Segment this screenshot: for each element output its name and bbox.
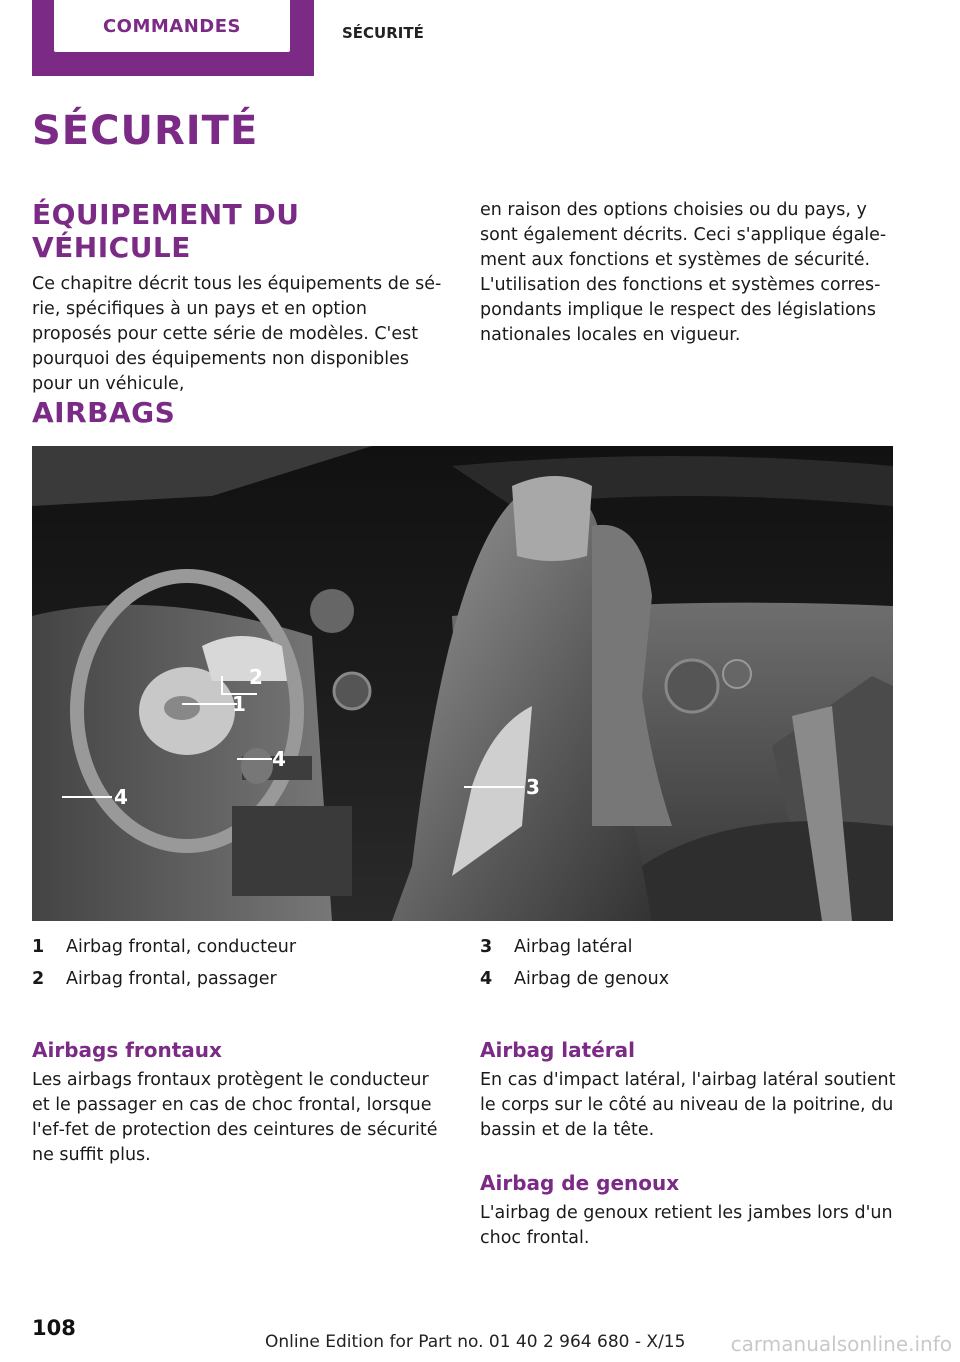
legend-number: 1 (32, 937, 45, 957)
side-airbag-text: En cas d'impact latéral, l'airbag latéral soutient le corps sur le côté au niveau de la poitrine, du bassin et de la tête. (480, 1070, 896, 1140)
legend-item-4 (480, 967, 669, 991)
callout-3: 3 (526, 775, 540, 799)
front-airbags-text: Les airbags frontaux protègent le conducteur et le passager en cas de choc frontal, lorsque l'ef‐fet de protection des ceintures de sécurité ne suffit plus. (32, 1070, 438, 1165)
legend-number: 4 (480, 969, 493, 989)
headrest (512, 476, 592, 561)
chapter-tab (32, 0, 314, 76)
legend-item-2 (32, 967, 277, 991)
page-title: SÉCURITÉ (32, 108, 259, 154)
passenger-airbag-cover (202, 636, 287, 681)
chapter-tab-inner (54, 0, 290, 52)
page-number: 108 (32, 1316, 76, 1340)
airbags-heading: AIRBAGS (32, 396, 176, 429)
legend-label: Airbag frontal, passager (66, 969, 277, 989)
callout-2: 2 (249, 665, 263, 689)
legend-item-1 (32, 935, 296, 959)
vehicle-equipment-left-column (32, 198, 450, 397)
callout-1: 1 (232, 692, 246, 716)
knee-airbag-section (480, 1171, 898, 1251)
airbags-heading-block (32, 396, 450, 429)
legend-label: Airbag de genoux (514, 969, 670, 989)
legend-number: 3 (480, 937, 493, 957)
car-interior-illustration (32, 446, 893, 921)
knee-airbag-text: L'airbag de genoux retient les jambes lors d'un choc frontal. (480, 1203, 893, 1248)
chapter-tab-label: COMMANDES (102, 15, 242, 37)
vehicle-equipment-heading: ÉQUIPEMENT DU VÉHICULE (32, 198, 300, 264)
front-airbags-section (32, 1038, 450, 1168)
watermark: carmanualsonline.info (730, 1332, 952, 1356)
legend-label: Airbag frontal, conducteur (66, 937, 297, 957)
legend-label: Airbag latéral (514, 937, 633, 957)
vehicle-equipment-right-column (480, 198, 898, 348)
callout-4-knee: 4 (114, 785, 128, 809)
airbags-figure (32, 446, 893, 921)
knee-airbag-heading: Airbag de genoux (480, 1171, 680, 1195)
legend-number: 2 (32, 969, 45, 989)
running-header-section: SÉCURITÉ (342, 24, 424, 42)
side-airbag-section (480, 1038, 898, 1143)
side-airbag-heading: Airbag latéral (480, 1038, 635, 1062)
vehicle-equipment-text-right: en raison des options choisies ou du pays, y sont également décrits. Ceci s'applique égale‐ment aux fonctions et systèmes de sécurité. L'utilisation des fonctions et systèmes corres‐pondants implique le respect des législations nationales locales en vigueur. (480, 200, 887, 345)
edition-footer: Online Edition for Part no. 01 40 2 964 680 - X/15 (265, 1332, 686, 1352)
front-airbags-heading: Airbags frontaux (32, 1038, 222, 1062)
callout-4-dash: 4 (272, 747, 286, 771)
vehicle-equipment-text-left: Ce chapitre décrit tous les équipements de sé‐rie, spécifiques à un pays et en option proposés pour cette série de modèles. C'est pourquoi des équipements non disponibles pour un véhicule, (32, 274, 442, 394)
legend-item-3 (480, 935, 633, 959)
